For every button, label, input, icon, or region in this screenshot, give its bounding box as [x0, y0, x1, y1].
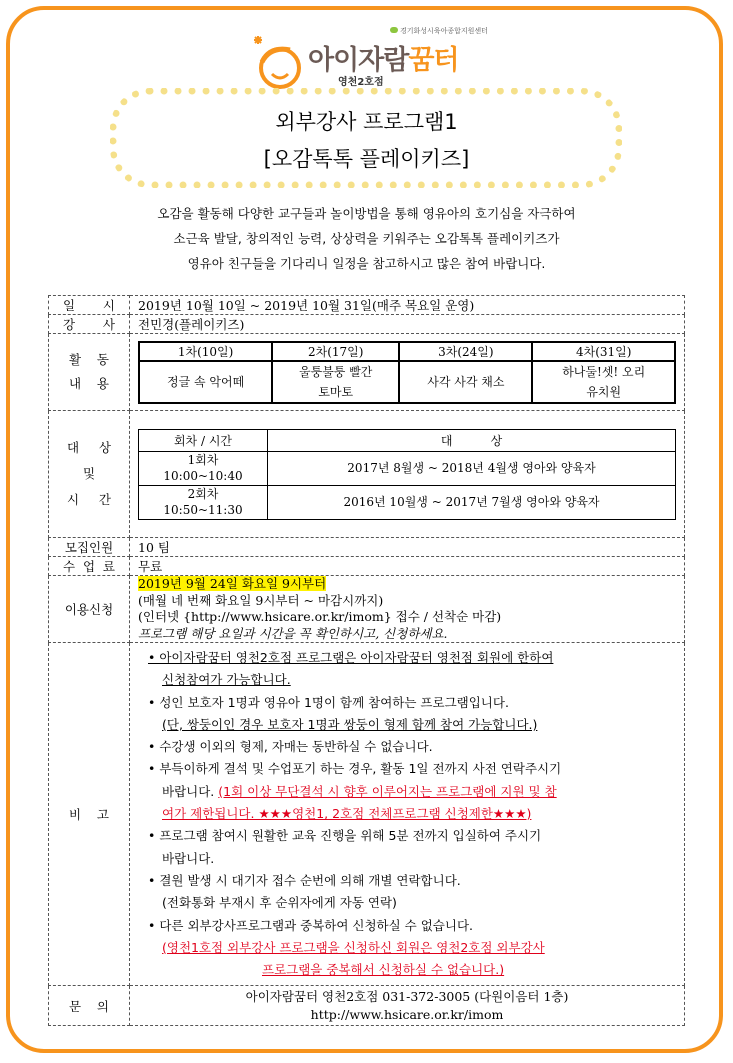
list-item: • 결원 발생 시 대기자 접수 순번에 의해 개별 연락합니다. (전화통화 부재시 후 순위자에게 자동 연락) — [148, 872, 461, 911]
info-table — [48, 295, 685, 1026]
row-recruit: 모집인원 10 팀 — [49, 538, 685, 557]
list-item: • 성인 보호자 1명과 영유아 1명이 함께 참여하는 프로그램입니다. (단, 쌍둥이인 경우 보호자 1명과 쌍둥이 형제 함께 참여 가능합니다.) — [148, 694, 538, 732]
list-item: • 아이자람꿈터 영천2호점 프로그램은 아이자람꿈터 영천점 회원에 한하여 신청참여가 가능합니다. — [148, 650, 554, 688]
target-cell: 2017년 8월생 ~ 2018년 4월생 영아와 양육자 — [268, 451, 676, 485]
intro-text: 오감을 활동해 다양한 교구들과 놀이방법을 통해 영유아의 호기심을 자극하여 소근육 발달, 창의적인 능력, 상상력을 키워주는 오감톡톡 플레이키즈가 영유아 친구들을 기다리니 일정을 참고하시고 많은 참여 바랍니다. — [157, 206, 576, 271]
activity-header: 4차(31일) — [532, 342, 675, 361]
target-cell: 2016년 10월생 ~ 2017년 7월생 영아와 양육자 — [268, 485, 676, 519]
notes-list — [148, 647, 678, 981]
logo — [250, 22, 510, 92]
apply-schedule: (매월 네 번째 화요일 9시부터 ~ 마감시까지) — [138, 592, 384, 608]
date-value: 2019년 10월 10일 ~ 2019년 10월 31일(매주 목요일 운영) — [130, 296, 685, 315]
session-cell: 1회차 10:00~10:40 — [139, 451, 268, 485]
list-item: • 부득이하게 결석 및 수업포기 하는 경우, 활동 1일 전까지 사전 연락주시기 바랍니다. (1회 이상 무단결석 시 향후 이루어지는 프로그램에 지원 및 참 여가 제한됩니다. ★★★영천1, 2호점 전체프로그램 신청제한★★★) — [148, 761, 562, 822]
activity-cell: 하나둘!셋! 오리 유치원 — [532, 361, 675, 403]
apply-note: 프로그램 해당 요일과 시간을 꼭 확인하시고, 신청하세요. — [138, 625, 448, 641]
contact-info: 아이자람꿈터 영천2호점 031-372-3005 (다원이음터 1층) — [245, 988, 569, 1004]
row-fee: 수 업 료 무료 — [49, 557, 685, 576]
teacher-value: 전민경(플레이키즈) — [130, 315, 685, 334]
target-schedule — [138, 429, 676, 520]
row-target: 대 상 및 시 간 회차 / 시간 대 상 1회차 10:00~10:40 2017년 8월생 ~ 2018년 4월생 영아와 양육자 2회차 10:50~11:30 2016년 10월생 ~ 2017년 7월생 영아와 양육자 — [49, 411, 685, 538]
session-cell: 2회차 10:50~11:30 — [139, 485, 268, 519]
list-item: • 프로그램 참여시 원활한 교육 진행을 위해 5분 전까지 입실하여 주시기 바랍니다. — [148, 828, 542, 866]
session-header: 회차 / 시간 — [139, 429, 268, 451]
title-box — [110, 88, 622, 188]
row-teacher: 강 사 전민경(플레이키즈) — [49, 315, 685, 334]
fee-value: 무료 — [130, 557, 685, 576]
activity-header: 1차(10일) — [139, 342, 272, 361]
activity-schedule — [138, 341, 676, 404]
row-contact: 문 의 아이자람꿈터 영천2호점 031-372-3005 (다원이음터 1층) http://www.hsicare.or.kr/imom — [49, 986, 685, 1026]
apply-start: 2019년 9월 24일 화요일 9시부터 — [138, 576, 327, 591]
row-notes: 비 고 • 아이자람꿈터 영천2호점 프로그램은 아이자람꿈터 영천점 회원에 한하여 신청참여가 가능합니다. • 성인 보호자 1명과 영유아 1명이 함께 참여하는 프로그램입니다. (단, 쌍둥이인 경우 보호자 1명과 쌍둥이 형제 함께 참여 가능합니다.) • 수강생 이외의 형제, 자매는 동반하실 수 없습니다. • 부득이하게 결석 및 수업포기 하는 경우, 활동 1일 전까지 사전 연락주시기 바랍니다. (1회 이상 무단결석 시 향후 이루어지는 프로그램에 지원 및 참 여가 제한됩니다. ★★★영천1, 2호점 전체프로그램 신청제한★★★) • 프로그램 참여시 원활한 교육 진행을 위해 5분 전까지 입실하여 주시기 바랍니다. • 결원 발생 시 대기자 접수 순번에 의해 개별 연락합니다. (전화통화 부재시 후 순위자에게 자동 연락) • 다른 외부강사프로그램과 중복하여 신청하실 수 없습니다. (영천1호점 외부강사 프로그램을 신청하신 회원은 영천2호점 외부강사 프로그램을 중복해서 신청하실 수 없습니다.) — [49, 643, 685, 986]
logo-branch: 영천2호점 — [338, 77, 384, 88]
logo-face-icon — [250, 34, 306, 90]
page-title: 외부강사 프로그램1 — [275, 110, 458, 134]
contact-url[interactable]: http://www.hsicare.or.kr/imom — [310, 1006, 504, 1022]
activity-header: 2차(17일) — [272, 342, 399, 361]
logo-name: 아이자람꿈터 — [308, 45, 459, 76]
row-apply: 이용신청 2019년 9월 24일 화요일 9시부터 (매월 네 번째 화요일 9시부터 ~ 마감시까지) (인터넷 {http://www.hsicare.or.kr/imom} 접수 / 선착순 마감) 프로그램 해당 요일과 시간을 꼭 확인하시고, 신청하세요. — [49, 576, 685, 643]
apply-method[interactable]: (인터넷 {http://www.hsicare.or.kr/imom} 접수 / 선착순 마감) — [138, 609, 502, 624]
activity-cell: 정글 속 악어떼 — [139, 361, 272, 403]
activity-cell: 사각 사각 채소 — [399, 361, 532, 403]
recruit-value: 10 팀 — [130, 538, 685, 557]
row-activity: 활 동 내 용 1차(10일) 2차(17일) 3차(24일) 4차(31일) 정글 속 악어떼 울퉁불퉁 빨간 토마토 사각 사각 채소 하나둘!셋! 오리 유치원 — [49, 334, 685, 411]
logo-org: 경기화성시육아종합지원센터 — [390, 26, 488, 36]
target-header: 대 상 — [268, 429, 676, 451]
row-date: 일 시 2019년 10월 10일 ~ 2019년 10월 31일(매주 목요일 운영) — [49, 296, 685, 315]
page-subtitle: [오감톡톡 플레이키즈] — [263, 147, 470, 171]
activity-cell: 울퉁불퉁 빨간 토마토 — [272, 361, 399, 403]
list-item: • 수강생 이외의 형제, 자매는 동반하실 수 없습니다. — [148, 739, 433, 755]
activity-header: 3차(24일) — [399, 342, 532, 361]
list-item: • 다른 외부강사프로그램과 중복하여 신청하실 수 없습니다. (영천1호점 외부강사 프로그램을 신청하신 회원은 영천2호점 외부강사 프로그램을 중복해서 신청하실 수 없습니다.) — [148, 917, 545, 978]
